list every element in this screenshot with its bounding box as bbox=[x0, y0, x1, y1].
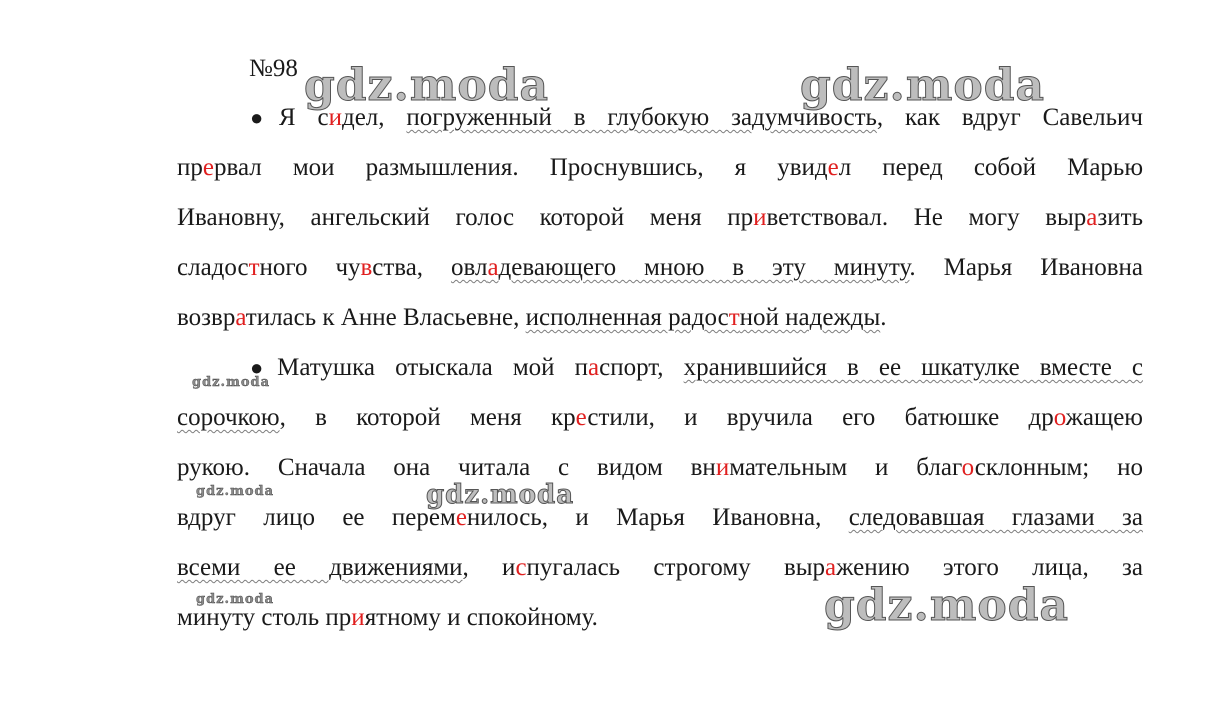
text-line bbox=[177, 603, 1143, 633]
text-fragment: вдруг лицо ее перем bbox=[177, 504, 456, 531]
text-fragment: сладос bbox=[177, 254, 249, 281]
text-fragment: зить bbox=[1097, 204, 1143, 231]
highlighted-letter: а bbox=[487, 254, 499, 281]
text-fragment: пр bbox=[177, 154, 203, 181]
watermark-logo: gdz.moda bbox=[800, 60, 1046, 111]
text-fragment: склонным; но bbox=[974, 454, 1143, 481]
text-fragment: возвр bbox=[177, 304, 236, 331]
watermark-logo: gdz.moda bbox=[304, 60, 550, 111]
underlined-phrase: девающего мною в эту минуту bbox=[498, 254, 910, 281]
text-fragment: минуту столь пр bbox=[177, 604, 352, 631]
text-fragment: . bbox=[880, 304, 887, 331]
highlighted-letter: т bbox=[728, 304, 740, 331]
text-fragment: рукою. Сначала она читала с видом вн bbox=[177, 454, 716, 481]
text-fragment: . Марья Ивановна bbox=[909, 254, 1144, 281]
underlined-phrase: сорочкою bbox=[177, 404, 280, 431]
highlighted-letter: и bbox=[715, 454, 730, 481]
highlighted-letter: а bbox=[1086, 204, 1098, 231]
text-fragment: спорт, bbox=[599, 354, 684, 381]
text-fragment: рвал мои размышления. Проснувшись, я увид bbox=[214, 154, 828, 181]
highlighted-letter: т bbox=[248, 254, 260, 281]
text-fragment: , и bbox=[462, 554, 516, 581]
text-fragment: Матушка отыскала мой п bbox=[277, 354, 588, 381]
text-fragment: жению этого лица, за bbox=[836, 554, 1143, 581]
text-line bbox=[177, 503, 1143, 533]
watermark-logo: gdz.moda bbox=[192, 375, 271, 390]
text-fragment: ветствовал. Не могу выр bbox=[766, 204, 1087, 231]
text-fragment: Ивановну, ангельский голос которой меня пр bbox=[177, 204, 754, 231]
text-fragment: , как вдруг Савельич bbox=[876, 104, 1143, 131]
underlined-phrase: исполненная радос bbox=[525, 304, 729, 331]
highlighted-letter: в bbox=[360, 254, 373, 281]
text-fragment: жащею bbox=[1065, 404, 1143, 431]
text-fragment: Я с bbox=[278, 104, 329, 131]
highlighted-letter: е bbox=[827, 154, 839, 181]
text-line bbox=[177, 153, 1143, 183]
text-fragment: ятному и спокойному. bbox=[364, 604, 598, 631]
highlighted-letter: и bbox=[351, 604, 365, 631]
highlighted-letter: и bbox=[753, 204, 767, 231]
highlighted-letter: и bbox=[328, 104, 342, 131]
highlighted-letter: е bbox=[575, 404, 588, 431]
underlined-phrase: овл bbox=[450, 254, 488, 281]
watermark-logo: gdz.moda bbox=[426, 480, 575, 510]
highlighted-letter: е bbox=[202, 154, 214, 181]
underlined-phrase: всеми ее движениями bbox=[177, 554, 463, 581]
underlined-phrase: хранившийся в ее шкатулке вместе с bbox=[683, 354, 1143, 381]
highlighted-letter: а bbox=[235, 304, 246, 331]
text-line bbox=[177, 303, 1143, 333]
text-line bbox=[177, 453, 1143, 483]
text-fragment: ства, bbox=[372, 254, 451, 281]
text-line bbox=[250, 103, 1143, 133]
watermark-logo: gdz.moda bbox=[196, 592, 275, 607]
text-fragment: нилось, и Марья Ивановна, bbox=[466, 504, 849, 531]
highlighted-letter: а bbox=[587, 354, 600, 381]
highlighted-letter: с bbox=[515, 554, 527, 581]
text-fragment: мательным и благ bbox=[729, 454, 962, 481]
text-fragment: пугалась строгому выр bbox=[526, 554, 826, 581]
text-line bbox=[177, 553, 1143, 583]
text-fragment: стили, и вручила его батюшке др bbox=[587, 404, 1054, 431]
text-fragment: дел, bbox=[341, 104, 407, 131]
watermark-logo: gdz.moda bbox=[824, 580, 1070, 631]
text-fragment: тилась к Анне Власьевне, bbox=[245, 304, 526, 331]
underlined-phrase: погруженный в глубокую задумчивость bbox=[406, 104, 877, 131]
underlined-phrase: ной надежды bbox=[739, 304, 881, 331]
text-line bbox=[177, 253, 1143, 283]
highlighted-letter: о bbox=[1053, 404, 1066, 431]
highlighted-letter: о bbox=[961, 454, 975, 481]
highlighted-letter: е bbox=[455, 504, 467, 531]
text-line bbox=[250, 353, 1143, 383]
bullet-icon: ● bbox=[250, 355, 278, 380]
text-line bbox=[177, 403, 1143, 433]
text-line bbox=[177, 203, 1143, 233]
text-fragment: л перед собой Марью bbox=[838, 154, 1144, 181]
text-fragment: ного чу bbox=[259, 254, 361, 281]
underlined-phrase: следовавшая глазами за bbox=[848, 504, 1143, 531]
exercise-number: №98 bbox=[249, 55, 298, 82]
watermark-logo: gdz.moda bbox=[196, 484, 275, 499]
text-fragment: , в которой меня кр bbox=[279, 404, 576, 431]
highlighted-letter: а bbox=[825, 554, 837, 581]
bullet-icon: ● bbox=[250, 105, 279, 130]
